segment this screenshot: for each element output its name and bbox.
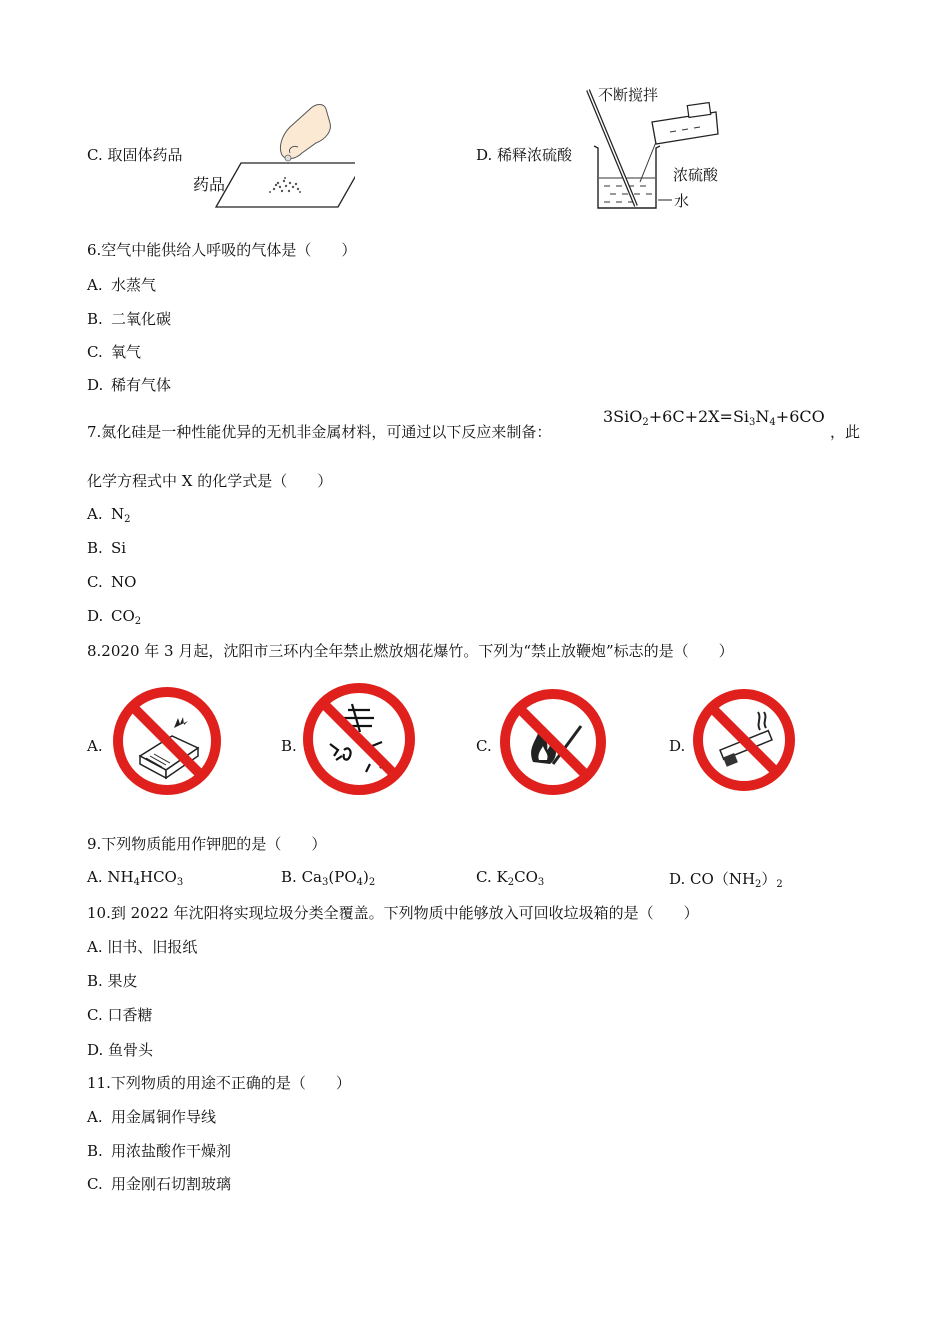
stir-label: 不断搅拌 — [598, 86, 659, 104]
q11-option-b: B. 用浓盐酸作干燥剂 — [87, 1142, 232, 1160]
q5-option-d: D. 稀释浓硫酸 — [476, 146, 573, 164]
no-matches-icon — [110, 684, 224, 798]
q6-stem: 6.空气中能供给人呼吸的气体是（ ） — [87, 241, 357, 259]
acid-label: 浓硫酸 — [673, 166, 719, 184]
q10-option-c: C. 口香糖 — [87, 1006, 153, 1024]
q6-option-a: A. 水蒸气 — [87, 276, 157, 294]
no-smoking-icon — [690, 686, 798, 794]
q8-option-b-key: B. — [281, 737, 297, 755]
solid-reagent-figure — [190, 95, 355, 215]
q10-option-b: B. 果皮 — [87, 972, 138, 990]
q6-option-d: D. 稀有气体 — [87, 376, 172, 394]
q10-option-a: A. 旧书、旧报纸 — [87, 938, 198, 956]
q7-stem-tail: ，此 — [830, 423, 861, 441]
q7-option-c: C. NO — [87, 573, 137, 591]
q6-option-c: C. 氧气 — [87, 343, 142, 361]
q7-equation: $3SiO_2+6C+2X=Si_3N_4+6CO$ — [603, 407, 825, 428]
q7-option-b: B. Si — [87, 539, 127, 557]
q11-option-a: A. 用金属铜作导线 — [87, 1108, 217, 1126]
q8-option-c-key: C. — [476, 737, 492, 755]
no-firecrackers-icon — [300, 680, 418, 798]
q7-option-a: A. $N_2$ — [87, 505, 131, 525]
q10-option-d: D. 鱼骨头 — [87, 1041, 154, 1059]
q11-stem: 11.下列物质的用途不正确的是（ ） — [87, 1074, 351, 1092]
q8-stem: 8.2020 年 3 月起，沈阳市三环内全年禁止燃放烟花爆竹。下列为“禁止放鞭炮”标志的是（ ） — [87, 642, 734, 660]
q7-stem-line1: 7.氮化硅是一种性能优异的无机非金属材料，可通过以下反应来制备： — [87, 423, 552, 441]
no-open-flame-icon — [497, 686, 609, 798]
reagent-label: 药品 — [193, 175, 226, 194]
q9-option-b: B. $Ca_3(PO_4)_2$ — [281, 868, 376, 888]
q10-stem: 10.到 2022 年沈阳将实现垃圾分类全覆盖。下列物质中能够放入可回收垃圾箱的是（ ） — [87, 904, 699, 922]
q9-option-c: C. $K_2CO_3$ — [476, 868, 545, 888]
q11-option-c: C. 用金刚石切割玻璃 — [87, 1175, 232, 1193]
q7-option-d: D. $CO_2$ — [87, 607, 142, 627]
water-label: 水 — [674, 192, 690, 210]
q5-option-c: C. 取固体药品 — [87, 146, 183, 164]
q9-option-a: A. $NH_4HCO_3$ — [87, 868, 184, 888]
q8-option-a-key: A. — [87, 737, 103, 755]
q7-stem-line2: 化学方程式中 X 的化学式是（ ） — [87, 472, 333, 490]
q6-option-b: B. 二氧化碳 — [87, 310, 172, 328]
q9-stem: 9.下列物质能用作钾肥的是（ ） — [87, 835, 327, 853]
q8-option-d-key: D. — [669, 737, 686, 755]
q9-option-d: D. $CO(NH_2)_2$ — [669, 870, 783, 890]
